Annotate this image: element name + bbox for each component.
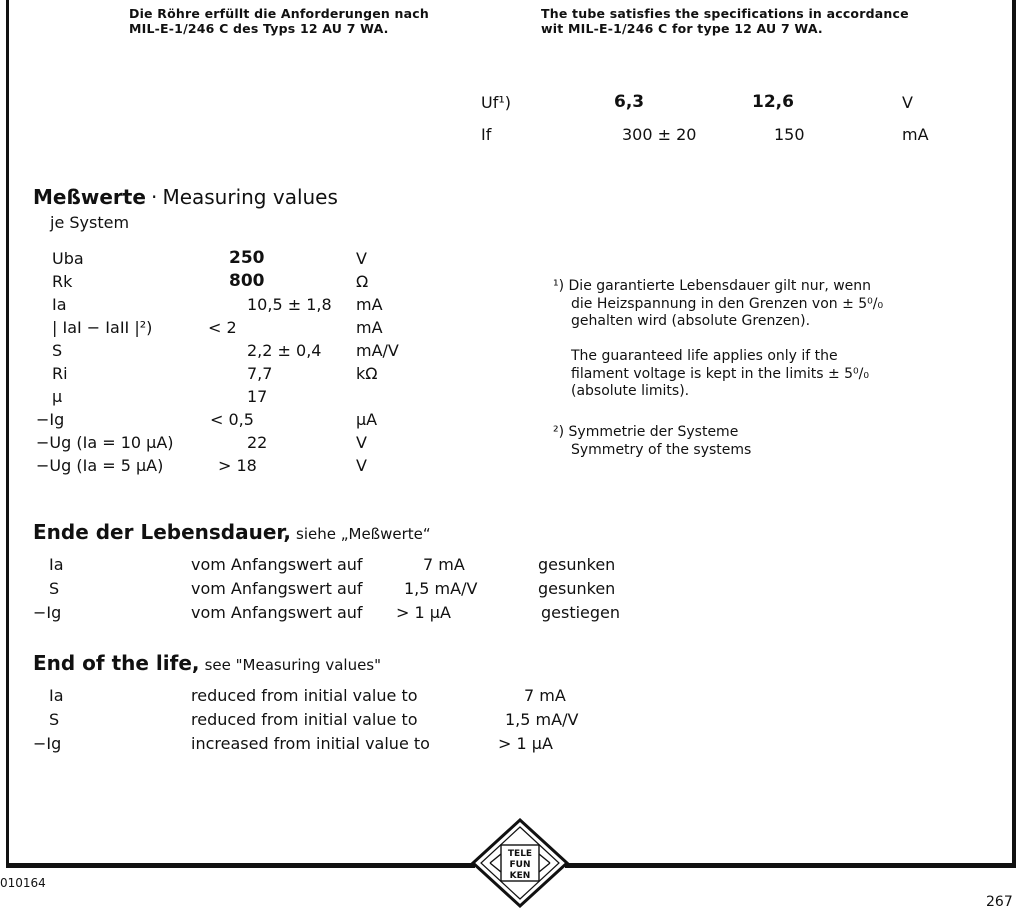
heater-current-6v3: 300 ± 20 [622, 125, 697, 144]
measuring-symbol: −Ig [36, 410, 65, 429]
footnote-line: filament voltage is kept in the limits ± 5⁰/₀ [571, 365, 869, 382]
end-de-tail: gesunken [538, 555, 616, 574]
end-en-symbol: S [49, 710, 60, 729]
measuring-unit: Ω [356, 272, 369, 291]
measuring-values-heading [33, 185, 338, 209]
measuring-value: 250 [229, 248, 265, 268]
measuring-unit: V [356, 249, 367, 268]
footnote-line: (absolute limits). [571, 383, 690, 399]
measuring-symbol: Uba [52, 249, 84, 268]
end-en-value: > 1 μA [498, 734, 553, 753]
per-system-label: je System [50, 213, 130, 232]
heater-voltage-unit: V [902, 93, 913, 112]
footnote-line: gehalten wird (absolute Grenzen). [571, 313, 811, 329]
heading-title: End of the life, [33, 651, 200, 675]
end-de-symbol: Ia [49, 555, 64, 574]
telefunken-logo [470, 818, 570, 908]
end-de-text: vom Anfangswert auf [191, 603, 363, 622]
measuring-value: 10,5 ± 1,8 [247, 295, 332, 314]
measuring-value: 7,7 [247, 364, 273, 383]
end-de-text: vom Anfangswert auf [191, 555, 363, 574]
end-en-value: 7 mA [524, 686, 566, 705]
end-de-symbol: −Ig [33, 603, 62, 622]
measuring-symbol: μ [52, 387, 63, 406]
intro-line: Die Röhre erfüllt die Anforderungen nach [129, 6, 430, 21]
footnote-2 [553, 424, 751, 459]
heater-voltage-6v3: 6,3 [614, 92, 645, 112]
measuring-symbol: S [52, 341, 63, 360]
footnote-line: Symmetry of the systems [571, 441, 752, 458]
frame-bottom-border [6, 863, 475, 868]
footnote-1-german [553, 278, 883, 331]
end-en-symbol: Ia [49, 686, 64, 705]
end-de-value: 7 mA [423, 555, 465, 574]
end-en-text: reduced from initial value to [191, 686, 418, 705]
document-code: 010164 [0, 876, 46, 890]
footnote-line: ²) Symmetrie der Systeme [553, 424, 739, 440]
measuring-symbol: −Ug (Ia = 5 μA) [36, 456, 164, 475]
measuring-symbol: Rk [52, 272, 73, 291]
intro-german [129, 6, 429, 36]
end-of-life-german-heading [33, 520, 431, 544]
end-en-value: 1,5 mA/V [505, 710, 579, 729]
measuring-unit: mA [356, 295, 383, 314]
end-de-tail: gesunken [538, 579, 616, 598]
intro-line: MIL-E-1/246 C des Typs 12 AU 7 WA. [129, 21, 389, 36]
intro-line: The tube satisfies the specifications in accordance [541, 6, 909, 21]
measuring-value: < 2 [208, 318, 237, 337]
end-de-symbol: S [49, 579, 60, 598]
measuring-symbol: −Ug (Ia = 10 μA) [36, 433, 174, 452]
end-en-text: increased from initial value to [191, 734, 430, 753]
measuring-value: 17 [247, 387, 268, 406]
measuring-value: > 18 [218, 456, 257, 475]
end-de-tail: gestiegen [541, 603, 621, 622]
measuring-unit: mA [356, 318, 383, 337]
footnote-line: ¹) Die garantierte Lebensdauer gilt nur, wenn [553, 278, 872, 294]
footnote-1-english [571, 348, 869, 401]
logo-text-line: KEN [509, 871, 531, 881]
footnote-line: die Heizspannung in den Grenzen von ± 5⁰/₀ [571, 295, 884, 312]
measuring-unit: mA/V [356, 341, 399, 360]
end-de-value: 1,5 mA/V [404, 579, 478, 598]
heading-subtitle: siehe „Meßwerte“ [296, 525, 431, 543]
page-number: 267 [986, 894, 1013, 910]
heater-current-unit: mA [902, 125, 929, 144]
logo-text-line: FUN [509, 860, 531, 870]
frame-bottom-border [565, 863, 1016, 868]
measuring-symbol: Ri [52, 364, 68, 383]
end-en-symbol: −Ig [33, 734, 62, 753]
intro-english [541, 6, 909, 36]
end-de-text: vom Anfangswert auf [191, 579, 363, 598]
measuring-unit: V [356, 456, 367, 475]
end-en-text: reduced from initial value to [191, 710, 418, 729]
measuring-symbol: Ia [52, 295, 67, 314]
heading-german: Meßwerte [33, 185, 146, 209]
end-of-life-english-heading [33, 651, 381, 675]
heading-english: Measuring values [162, 185, 338, 209]
heading-title: Ende der Lebensdauer, [33, 520, 291, 544]
heater-voltage-12v6: 12,6 [752, 92, 794, 112]
footnote-line: The guaranteed life applies only if the [571, 348, 838, 364]
heading-subtitle: see "Measuring values" [204, 656, 382, 674]
measuring-value: < 0,5 [210, 410, 254, 429]
measuring-value: 2,2 ± 0,4 [247, 341, 322, 360]
measuring-unit: kΩ [356, 364, 378, 383]
measuring-symbol: | IaI − IaII |²) [52, 318, 153, 337]
heater-current-12v6: 150 [774, 125, 805, 144]
heater-voltage-symbol: Uf¹) [481, 93, 511, 112]
measuring-unit: μA [356, 410, 378, 429]
intro-line: wit MIL-E-1/246 C for type 12 AU 7 WA. [541, 21, 823, 36]
logo-text-line: TELE [507, 849, 533, 859]
measuring-value: 22 [247, 433, 268, 452]
frame-left-border [6, 0, 9, 868]
end-de-value: > 1 μA [396, 603, 451, 622]
measuring-value: 800 [229, 271, 265, 291]
measuring-unit: V [356, 433, 367, 452]
heading-separator: · [150, 185, 158, 209]
frame-right-border [1012, 0, 1016, 868]
heater-current-symbol: If [481, 125, 492, 144]
